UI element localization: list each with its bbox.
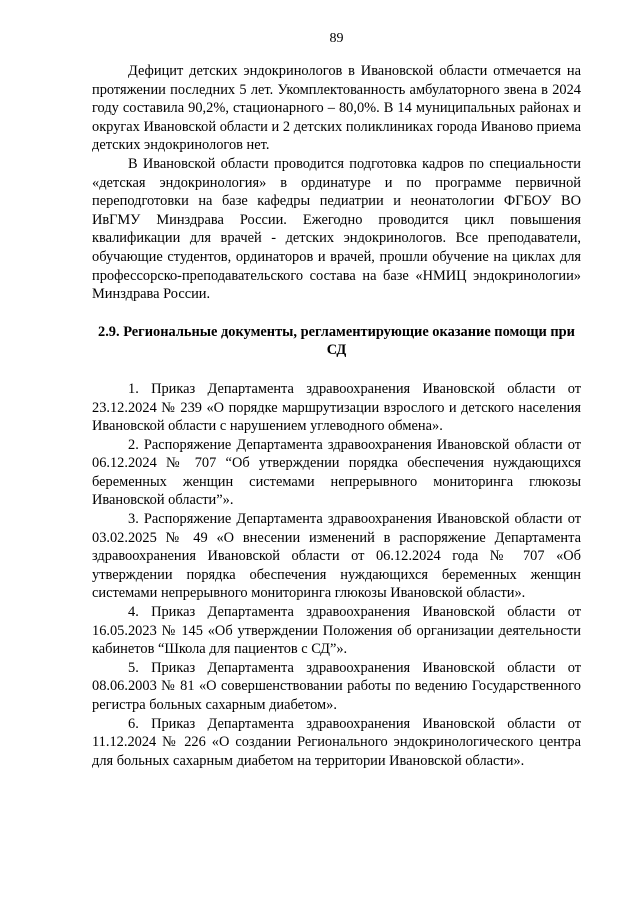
document-item-5: 5. Приказ Департамента здравоохранения Ивановской области от 08.06.2003 № 81 «О совершенствовании работы по ведению Государственного регистра больных сахарным диабетом». [92,659,581,713]
documents-list [92,380,581,770]
paragraph-staff-training: В Ивановской области проводится подготовка кадров по специальности «детская эндокринология» в ординатуре и по программе первичной переподготовки на базе кафедры педиатрии и неонатологии ФГБОУ ВО ИвГМУ Минздрава России. Ежегодно проводится цикл повышения квалификации для врачей - детских эндокринологов. Все преподаватели, обучающие студентов, ординаторов и врачей, прошли обучение на циклах для профессорско-преподавательского состава на базе «НМИЦ эндокринологии» Минздрава России. [92,155,581,303]
paragraph-endocrinologist-deficit: Дефицит детских эндокринологов в Ивановской области отмечается на протяжении последних 5 лет. Укомплектованность амбулаторного звена в 2024 году составила 90,2%, стационарного – 80,0%. В 14 муниципальных районах и округах Ивановской области и 2 детских поликлиниках города Иваново приема детских эндокринологов нет. [92,63,581,154]
document-item-3: 3. Распоряжение Департамента здравоохранения Ивановской области от 03.02.2025 № 49 «О внесении изменений в распоряжение Департамента здравоохранения Ивановской области от 06.12.2024 года № 707 «Об утверждении порядка обеспечения нуждающихся беременных женщин системами непрерывного мониторинга глюкозы Ивановской области». [92,511,581,602]
document-item-2: 2. Распоряжение Департамента здравоохранения Ивановской области от 06.12.2024 № 707 “Об утверждении порядка обеспечения нуждающихся беременных женщин системами непрерывного мониторинга глюкозы Ивановской области”». [92,436,581,509]
document-page [92,30,581,770]
document-item-1: 1. Приказ Департамента здравоохранения Ивановской области от 23.12.2024 № 239 «О порядке маршрутизации взрослого и детского населения Ивановской области с нарушением углеводного обмена». [92,380,581,435]
section-heading: 2.9. Региональные документы, регламентирующие оказание помощи при СД [98,323,575,359]
page-number: 89 [329,31,344,46]
document-item-4: 4. Приказ Департамента здравоохранения Ивановской области от 16.05.2023 № 145 «Об утверждении Положения об организации деятельности кабинетов “Школа для пациентов с СД”». [92,604,581,658]
document-item-6: 6. Приказ Департамента здравоохранения Ивановской области от 11.12.2024 № 226 «О создании Регионального эндокринологического центра для больных сахарным диабетом на территории Ивановской области». [92,715,581,769]
